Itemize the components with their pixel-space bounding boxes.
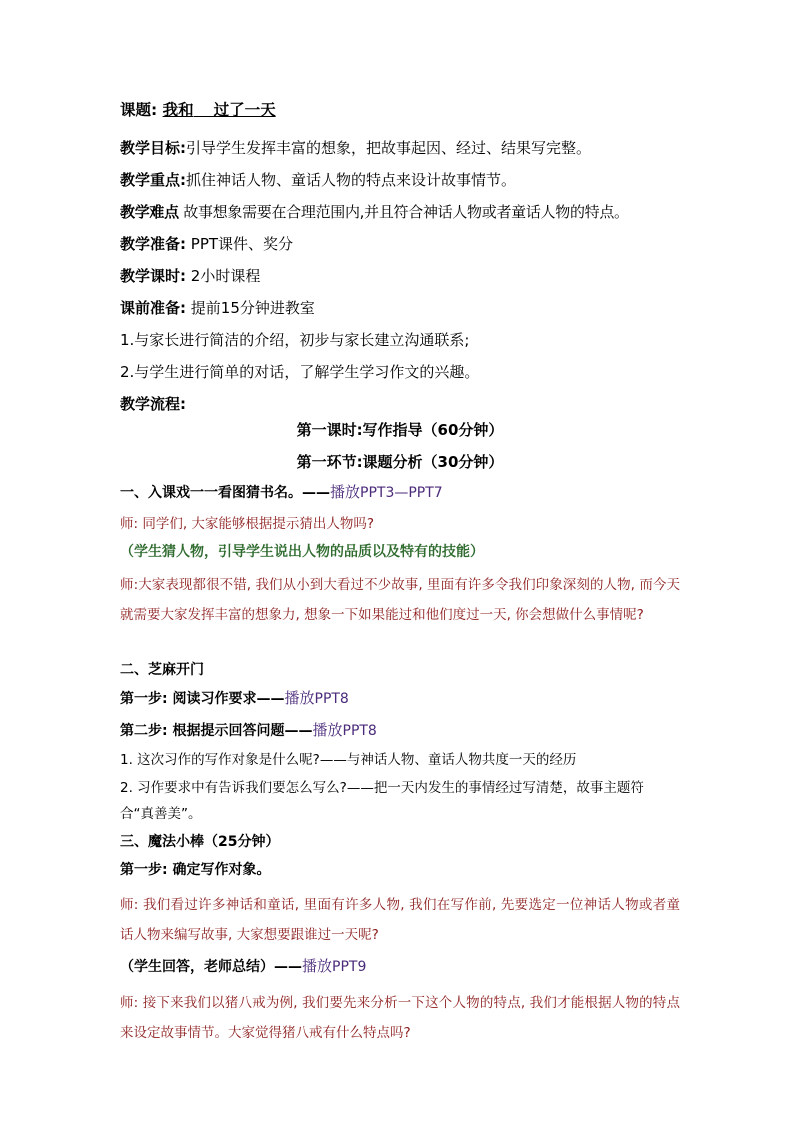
field-label: 教学准备: [120, 235, 186, 253]
field-label: 教学重点: [120, 171, 186, 189]
title-part1: 我和 [162, 101, 194, 119]
lesson-heading: 第一课时:写作指导（60分钟） [296, 421, 504, 439]
field-value: 提前15分钟进教室 [190, 299, 315, 317]
field-difficulty [120, 202, 629, 222]
prep-item-2: 2.与学生进行简单的对话，了解学生学习作文的兴趣。 [120, 363, 480, 381]
prep-item-1: 1.与家长进行简洁的介绍，初步与家长建立沟通联系; [120, 331, 470, 349]
flow-label: 教学流程: [120, 395, 186, 413]
question-2-line-b: 合“真善美”。 [120, 806, 202, 822]
field-value: PPT课件、奖分 [190, 235, 294, 253]
teacher-question: 师: 同学们, 大家能够根据提示猜出人物吗? [120, 516, 375, 532]
title-label: 课题: [120, 101, 158, 119]
page-title [120, 100, 276, 120]
field-label: 教学课时: [120, 267, 186, 285]
part2-step1 [120, 688, 349, 709]
field-objective [120, 138, 591, 158]
field-preparation [120, 234, 293, 254]
ppt-ref: PPT8 [342, 723, 377, 739]
field-label: 教学目标: [120, 139, 186, 157]
field-value: 抓住神话人物、童话人物的特点来设计故事情节。 [186, 171, 517, 189]
ppt-ref: PPT9 [332, 959, 367, 975]
ppt-ref: PPT8 [314, 691, 349, 707]
section-heading: 第一环节:课题分析（30分钟） [296, 453, 504, 471]
student-note: （学生猜人物，引导学生说出人物的品质以及特有的技能） [120, 544, 484, 560]
answer-note-text: （学生回答，老师总结）—— [120, 959, 302, 975]
field-pre-class [120, 298, 315, 318]
part3-heading: 三、魔法小棒（25分钟） [120, 834, 280, 850]
field-value: 引导学生发挥丰富的想象，把故事起因、经过、结果写完整。 [186, 139, 592, 157]
part2-step2 [120, 720, 377, 741]
field-hours [120, 266, 260, 286]
play-label: 播放 [302, 957, 333, 975]
field-value: 故事想象需要在合理范围内,并且符合神话人物或者童话人物的特点。 [183, 203, 629, 221]
ppt-ref: PPT3—PPT7 [360, 485, 443, 501]
play-label: 播放 [330, 483, 361, 501]
play-label: 播放 [312, 721, 343, 739]
teacher-paragraph-1: 师:大家表现都很不错, 我们从小到大看过不少故事, 里面有许多令我们印象深刻的人物, 而今天就需要大家发挥丰富的想象力, 想象一下如果能过和他们度过一天, 你会想做什么事情呢? [120, 577, 680, 623]
question-1: 1. 这次习作的写作对象是什么呢?——与神话人物、童话人物共度一天的经历 [120, 752, 577, 768]
field-label: 课前准备: [120, 299, 186, 317]
play-label: 播放 [284, 689, 315, 707]
field-value: 2小时课程 [190, 267, 261, 285]
part2-heading: 二、芝麻开门 [120, 662, 204, 678]
step-label: 第一步: 阅读习作要求—— [120, 691, 285, 707]
step-label: 第二步: 根据提示回答问题—— [120, 723, 313, 739]
question-2-line-a: 2. 习作要求中有告诉我们要怎么写么?——把一天内发生的事情经过写清楚，故事主题符 [120, 780, 644, 796]
part1-heading [120, 482, 443, 503]
teacher-paragraph-2: 师: 我们看过许多神话和童话, 里面有许多人物, 我们在写作前, 先要选定一位神话人物或者童话人物来编写故事, 大家想要跟谁过一天呢? [120, 897, 680, 943]
part1-heading-text: 一、入课戏一一看图猜书名。—— [120, 485, 330, 501]
part3-step1: 第一步: 确定写作对象。 [120, 862, 271, 878]
title-blank [194, 102, 214, 117]
field-key-point [120, 170, 516, 190]
answer-note [120, 956, 366, 977]
field-label: 教学难点 [120, 203, 179, 221]
title-part2: 过了一天 [213, 101, 276, 119]
teacher-paragraph-3: 师: 接下来我们以猪八戒为例, 我们要先来分析一下这个人物的特点, 我们才能根据人物的特点来设定故事情节。大家觉得猪八戒有什么特点吗? [120, 995, 680, 1041]
